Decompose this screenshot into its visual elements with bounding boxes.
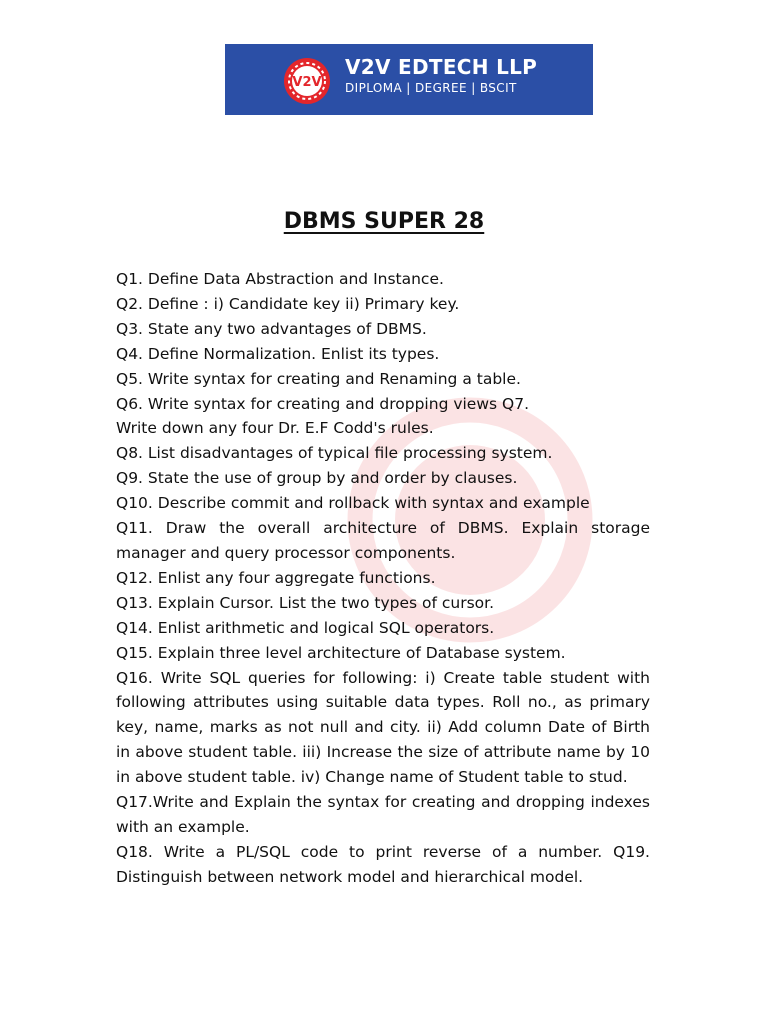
question-item: Q11. Draw the overall architecture of DBMS. Explain storage manager and query processor components. <box>116 519 650 562</box>
question-item: Q3. State any two advantages of DBMS. <box>116 319 427 338</box>
company-name: V2V EDTECH LLP <box>345 55 538 79</box>
logo-banner <box>225 44 593 115</box>
question-item: Q5. Write syntax for creating and Renaming a table. <box>116 369 521 388</box>
question-item: Q6. Write syntax for creating and dropping views Q7. Write down any four Dr. E.F Codd's rules. <box>116 394 530 438</box>
document-title-text: DBMS SUPER 28 <box>283 209 485 234</box>
question-item: Q15. Explain three level architecture of Database system. <box>116 643 566 662</box>
question-item: Q8. List disadvantages of typical file processing system. <box>116 444 553 463</box>
question-item: Q13. Explain Cursor. List the two types of cursor. <box>116 593 495 612</box>
question-item: Q1. Define Data Abstraction and Instance. <box>116 270 444 288</box>
question-item: Q14. Enlist arithmetic and logical SQL operators. <box>116 618 495 637</box>
question-item: Q16. Write SQL queries for following: i) Create table student with following attributes using suitable data types. Roll no., as primary key, name, marks as not null and city. ii) Add column Date of Birth in above student table. iii) Increase the size of attribute name by 10 in above student table. iv) Change name of Student table to stud. <box>116 668 650 787</box>
logo-mark-text: V2V <box>292 75 322 90</box>
question-item: Q10. Describe commit and rollback with syntax and example <box>116 494 590 513</box>
document-title <box>0 207 768 237</box>
question-item: Q12. Enlist any four aggregate functions. <box>116 568 436 587</box>
question-item: Q18. Write a PL/SQL code to print reverse of a number. Q19. Distinguish between network model and hierarchical model. <box>116 842 650 886</box>
question-item: Q17.Write and Explain the syntax for creating and dropping indexes with an example. <box>116 793 650 836</box>
v2v-logo-icon <box>283 57 331 105</box>
logo-text-block <box>345 54 537 96</box>
question-item: Q9. State the use of group by and order by clauses. <box>116 469 518 488</box>
company-tagline: DIPLOMA | DEGREE | BSCIT <box>345 81 517 95</box>
question-list <box>116 267 650 890</box>
question-item: Q4. Define Normalization. Enlist its types. <box>116 344 440 363</box>
question-item: Q2. Define : i) Candidate key ii) Primary key. <box>116 294 460 313</box>
